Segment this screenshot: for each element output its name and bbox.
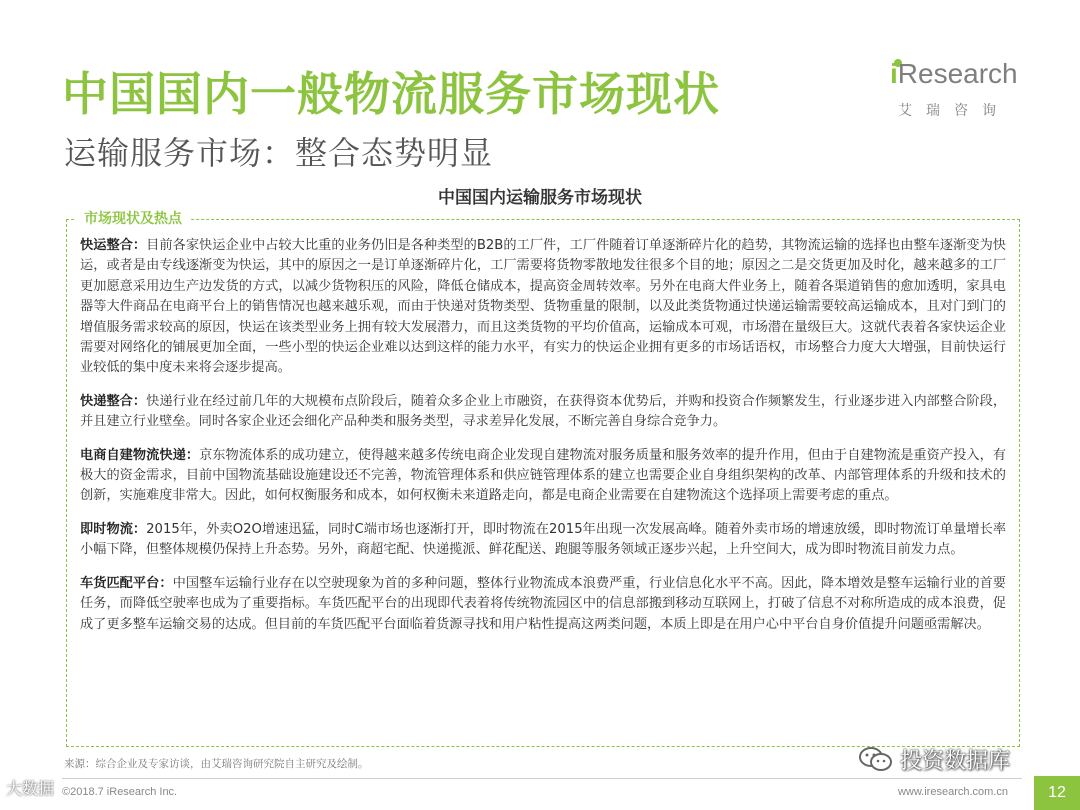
paragraph-instant-logistics [80,520,1006,561]
page-number: 12 [1034,776,1080,810]
section-title: 中国国内运输服务市场现状 [438,188,642,208]
wechat-icon [858,745,894,779]
wechat-watermark [858,744,1010,780]
paragraph-express-freight [80,236,1006,379]
logo-prefix: i [890,58,898,89]
paragraph-courier [80,392,1006,433]
paragraph-term: 即时物流： [80,521,147,537]
paragraph-text: 中国整车运输行业存在以空驶现象为首的多种问题，整体行业物流成本浪费严重，行业信息化水平不高。因此，降本增效是整车运输行业的首要任务，而降低空驶率也成为了重要指标。车货匹配平台的出现即代表着将传统物流园区中的信息部搬到移动互联网上，打破了信息不对称所造成的成本浪费，促成了更多整车运输交易的达成。但目前的车货匹配平台面临着货源寻找和用户粘性提高这两类问题，本质上即是在用户心中平台自身价值提升问题亟需解决。 [80,575,1006,632]
logo-word: Research [897,58,1018,89]
paragraph-text: 2015年，外卖O2O增速迅猛，同时C端市场也逐渐打开，即时物流在2015年出现一次发展高峰。随着外卖市场的增速放缓，即时物流订单量增长率小幅下降，但整体规模仍保持上升态势。另外，商超宅配、快递揽派、鲜花配送、跑腿等服务领域正逐步兴起，上升空间大，成为即时物流目前发力点。 [80,521,1007,558]
wechat-watermark-text: 投资数据库 [900,749,1011,774]
iresearch-logo [890,58,1030,128]
paragraph-term: 电商自建物流快递： [80,447,200,463]
paragraph-term: 车货匹配平台： [80,575,173,591]
corner-watermark: 大数据 [6,779,55,798]
paragraph-text: 目前各家快运企业中占较大比重的业务仍旧是各种类型的B2B的工厂件，工厂件随着订单逐渐碎片化的趋势，其物流运输的选择也由整车逐渐变为快运，或者是由专线逐渐变为快运，其中的原因之一是订单逐渐碎片化，工厂需要将货物零散地发往很多个目的地；原因之二是交货更加及时化，越来越多的工厂更加愿意采用边生产边发货的方式，以减少货物积压的风险，降低仓储成本，提高资金周转效率。另外在电商大件业务上，随着各渠道销售的愈加透明，家具电器等大件商品在电商平台上的销售情况也越来越乐观，而由于快递对货物类型、货物重量的限制，以及此类货物通过快递运输需要较高运输成本，且对门到门的增值服务需求较高的原因，快运在该类型业务上拥有较大发展潜力，而且这类货物的平均价值高，运输成本可观，市场潜在量级巨大。这就代表着各家快运企业需要对网络化的铺展更加全面，一些小型的快运企业难以达到这样的能力水平，有实力的快运企业拥有更多的市场话语权，市场整合力度大大增强，目前快运行业较低的集中度未来将会逐步提高。 [80,238,1006,376]
logo-wordmark [890,58,1018,90]
content-box-tab-label: 市场现状及热点 [76,208,190,228]
footer-divider [62,778,1022,779]
content-body [80,236,1006,648]
page-subtitle: 运输服务市场：整合态势明显 [64,134,494,172]
source-note: 来源：综合企业及专家访谈，由艾瑞咨询研究院自主研究及绘制。 [64,758,369,770]
paragraph-term: 快运整合： [80,238,147,253]
paragraph-freight-matching [80,574,1006,635]
logo-chinese-name: 艾瑞咨询 [898,103,1010,119]
paragraph-text: 京东物流体系的成功建立，使得越来越多传统电商企业发现自建物流对服务质量和服务效率的提升作用，但由于自建物流是重资产投入，有极大的资金需求，目前中国物流基础设施建设还不完善，物流管理体系和供应链管理体系的建立也需要企业自身组织架构的改革、内部管理体系的升级和技术的创新，实施难度非常大。因此，如何权衡服务和成本，如何权衡未来道路走向，都是电商企业需要在自建物流这个选择项上需要考虑的重点。 [80,447,1006,504]
paragraph-term: 快递整合： [80,393,147,409]
paragraph-ecommerce-logistics [80,446,1006,507]
page-title: 中国国内一般物流服务市场现状 [62,67,720,121]
paragraph-text: 快递行业在经过前几年的大规模布点阶段后，随着众多企业上市融资，在获得资本优势后，并购和投资合作频繁发生，行业逐步进入内部整合阶段，并且建立行业壁垒。同时各家企业还会细化产品种类和服务类型，寻求差异化发展，不断完善自身综合竞争力。 [80,393,1007,430]
copyright: ©2018.7 iResearch Inc. [62,786,178,798]
footer-url: www.iresearch.com.cn [897,786,1008,798]
